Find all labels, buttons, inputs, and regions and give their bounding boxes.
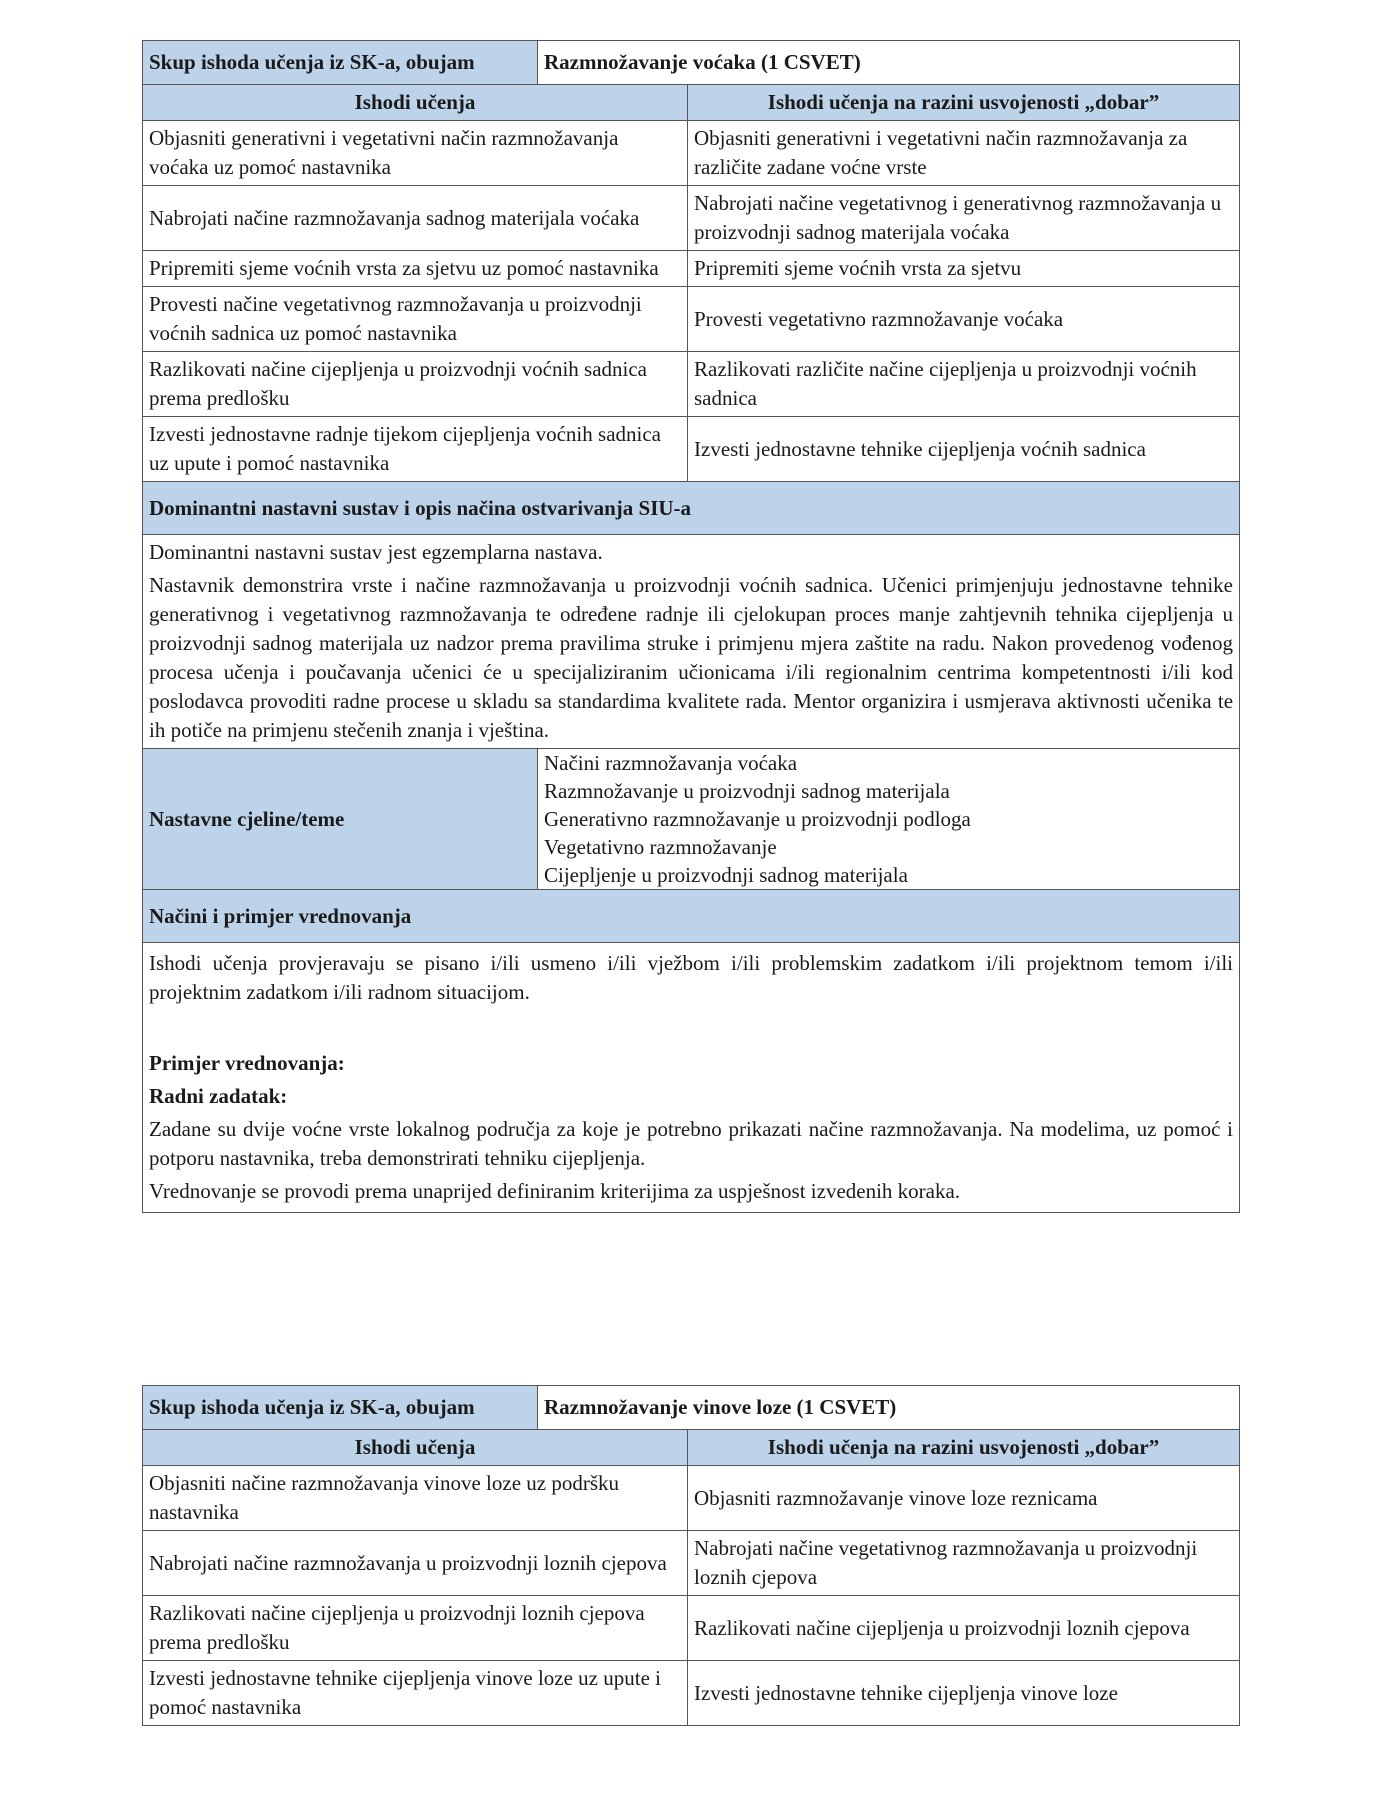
learning-outcomes-table-grapevine	[142, 1385, 1240, 1726]
outcome-cell: Objasniti generativni i vegetativni način razmnožavanja voćaka uz pomoć nastavnika	[143, 121, 688, 186]
system-paragraph-1: Dominantni nastavni sustav jest egzemplarna nastava.	[149, 540, 603, 564]
table-row	[143, 417, 1240, 482]
outcome-cell: Pripremiti sjeme voćnih vrsta za sjetvu uz pomoć nastavnika	[143, 251, 688, 287]
outcome-good-cell: Pripremiti sjeme voćnih vrsta za sjetvu	[688, 251, 1240, 287]
outcome-good-cell: Objasniti razmnožavanje vinove loze reznicama	[688, 1466, 1240, 1531]
outcome-good-cell: Nabrojati načine vegetativnog i generativnog razmnožavanja u proizvodnji sadnog materijala voćaka	[688, 186, 1240, 251]
col-header-outcomes: Ishodi učenja	[143, 85, 688, 121]
evaluation-task-label: Radni zadatak:	[149, 1084, 288, 1108]
table-row	[143, 352, 1240, 417]
topic-item: Razmnožavanje u proizvodnji sadnog materijala	[544, 779, 950, 803]
topic-item: Načini razmnožavanja voćaka	[544, 751, 798, 775]
table-row	[143, 1466, 1240, 1531]
outcome-good-cell: Razlikovati različite načine cijepljenja u proizvodnji voćnih sadnica	[688, 352, 1240, 417]
topic-item: Cijepljenje u proizvodnji sadnog materijala	[544, 863, 908, 887]
system-description	[143, 535, 1240, 749]
set-label: Skup ishoda učenja iz SK-a, obujam	[143, 1386, 538, 1430]
set-value: Razmnožavanje vinove loze (1 CSVET)	[538, 1386, 1240, 1430]
outcome-cell: Provesti načine vegetativnog razmnožavanja u proizvodnji voćnih sadnica uz pomoć nastavnika	[143, 287, 688, 352]
outcome-cell: Nabrojati načine razmnožavanja sadnog materijala voćaka	[143, 186, 688, 251]
evaluation-criteria: Vrednovanje se provodi prema unaprijed definiranim kriterijima za uspješnost izvedenih koraka.	[149, 1179, 961, 1203]
system-paragraph-2: Nastavnik demonstrira vrste i načine razmnožavanja u proizvodnji voćnih sadnica. Učenici primjenjuju jednostavne tehnike generativnog i vegetativnog razmnožavanja te određene radnje ili cjelokupan proces manje zahtjevnih tehnika cijepljenja u proizvodnji sadnog materijala uz nadzor prema pravilima struke i primjenu mjera zaštite na radu. Nakon provedenog vođenog procesa učenja i poučavanja učenici će u specijaliziranim učionicama i/ili regionalnim centrima kompetentnosti i/ili kod poslodavca provoditi radne procese u skladu sa standardima kvalitete rada. Mentor organizira i usmjerava aktivnosti učenika te ih potiče na primjenu stečenih znanja i vještina.	[149, 573, 1234, 742]
outcome-good-cell: Izvesti jednostavne tehnike cijepljenja vinove loze	[688, 1661, 1240, 1726]
evaluation-heading: Načini i primjer vrednovanja	[143, 890, 1240, 943]
outcome-cell: Nabrojati načine razmnožavanja u proizvodnji loznih cjepova	[143, 1531, 688, 1596]
set-label: Skup ishoda učenja iz SK-a, obujam	[143, 41, 538, 85]
col-header-outcomes-good: Ishodi učenja na razini usvojenosti „dobar”	[688, 1430, 1240, 1466]
system-heading: Dominantni nastavni sustav i opis načina ostvarivanja SIU-a	[143, 482, 1240, 535]
outcome-good-cell: Razlikovati načine cijepljenja u proizvodnji loznih cjepova	[688, 1596, 1240, 1661]
table-row	[143, 1596, 1240, 1661]
outcome-cell: Objasniti načine razmnožavanja vinove loze uz podršku nastavnika	[143, 1466, 688, 1531]
topic-item: Generativno razmnožavanje u proizvodnji podloga	[544, 807, 971, 831]
evaluation-task-text: Zadane su dvije voćne vrste lokalnog područja za koje je potrebno prikazati načine razmnožavanja. Na modelima, uz pomoć i potporu nastavnika, treba demonstrirati tehniku cijepljenja.	[149, 1117, 1234, 1170]
table-row	[143, 1531, 1240, 1596]
table-row	[143, 251, 1240, 287]
outcome-cell: Izvesti jednostavne radnje tijekom cijepljenja voćnih sadnica uz upute i pomoć nastavnika	[143, 417, 688, 482]
outcome-good-cell: Provesti vegetativno razmnožavanje voćaka	[688, 287, 1240, 352]
table-row	[143, 186, 1240, 251]
evaluation-body	[143, 943, 1240, 1213]
set-value: Razmnožavanje voćaka (1 CSVET)	[538, 41, 1240, 85]
table-row	[143, 1661, 1240, 1726]
col-header-outcomes: Ishodi učenja	[143, 1430, 688, 1466]
outcome-good-cell: Objasniti generativni i vegetativni način razmnožavanja za različite zadane voćne vrste	[688, 121, 1240, 186]
topics-list	[538, 749, 1240, 890]
topics-label: Nastavne cjeline/teme	[143, 749, 538, 890]
learning-outcomes-table-fruit	[142, 40, 1240, 1213]
outcome-cell: Razlikovati načine cijepljenja u proizvodnji voćnih sadnica prema predlošku	[143, 352, 688, 417]
outcome-good-cell: Nabrojati načine vegetativnog razmnožavanja u proizvodnji loznih cjepova	[688, 1531, 1240, 1596]
outcome-good-cell: Izvesti jednostavne tehnike cijepljenja voćnih sadnica	[688, 417, 1240, 482]
col-header-outcomes-good: Ishodi učenja na razini usvojenosti „dobar”	[688, 85, 1240, 121]
topic-item: Vegetativno razmnožavanje	[544, 835, 777, 859]
table-row	[143, 287, 1240, 352]
outcome-cell: Izvesti jednostavne tehnike cijepljenja vinove loze uz upute i pomoć nastavnika	[143, 1661, 688, 1726]
table-row	[143, 121, 1240, 186]
outcome-cell: Razlikovati načine cijepljenja u proizvodnji loznih cjepova prema predlošku	[143, 1596, 688, 1661]
evaluation-example-label: Primjer vrednovanja:	[149, 1051, 345, 1075]
evaluation-methods: Ishodi učenja provjeravaju se pisano i/ili usmeno i/ili vježbom i/ili problemskim zadatkom i/ili projektnom temom i/ili projektnim zadatkom i/ili radnom situacijom.	[149, 951, 1234, 1004]
